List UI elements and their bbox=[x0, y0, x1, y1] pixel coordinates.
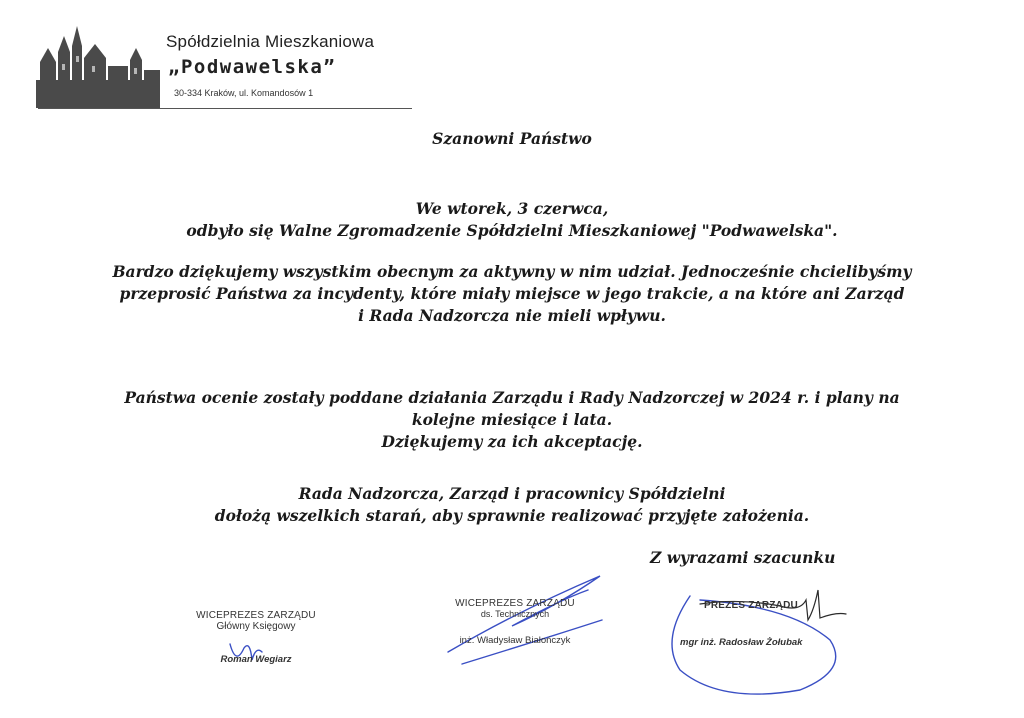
organization-subname: „Podwawelska” bbox=[168, 56, 337, 78]
paragraph-commitment bbox=[0, 483, 1024, 527]
paragraph-line: kolejne miesiące i lata. bbox=[411, 410, 613, 429]
signature-subtitle: ds. Technicznych bbox=[480, 609, 550, 619]
signature-name: Roman Wegiarz bbox=[220, 654, 292, 665]
signature-subtitle: Główny Księgowy bbox=[216, 621, 296, 632]
paragraph-line: i Rada Nadzorcza nie mieli wpływu. bbox=[358, 306, 666, 325]
paragraph-thanks bbox=[60, 261, 964, 327]
signature-name: mgr inż. Radosław Żołubak bbox=[680, 637, 803, 648]
signature-vice-president-accounting bbox=[184, 610, 328, 665]
signature-title: WICEPREZES ZARZĄDU bbox=[196, 610, 316, 621]
signature-title: PREZES ZARZĄDU bbox=[704, 600, 798, 611]
letter-closing: Z wyrazami szacunku bbox=[650, 548, 836, 567]
signature-title: WICEPREZES ZARZĄDU bbox=[455, 598, 575, 609]
paragraph-line: Państwa ocenie zostały poddane działania Zarządu i Rady Nadzorczej w 2024 r. i plany na bbox=[124, 388, 900, 407]
organization-address: 30-334 Kraków, ul. Komandosów 1 bbox=[174, 88, 314, 98]
paragraph-line: Rada Nadzorcza, Zarząd i pracownicy Spółdzielni bbox=[298, 484, 726, 503]
paragraph-meeting bbox=[0, 198, 1024, 242]
organization-name: Spółdzielnia Mieszkaniowa bbox=[166, 32, 375, 51]
wawel-castle-logo-icon bbox=[34, 22, 164, 108]
paragraph-line: odbyło się Walne Zgromadzenie Spółdzielni Mieszkaniowej "Podwawelska". bbox=[186, 221, 838, 240]
paragraph-line: Dziękujemy za ich akceptację. bbox=[381, 432, 643, 451]
letterhead bbox=[34, 22, 414, 114]
paragraph-line: Bardzo dziękujemy wszystkim obecnym za aktywny w nim udział. Jednocześnie chcielibyśmy bbox=[112, 262, 912, 281]
signature-vice-president-technical bbox=[440, 598, 590, 646]
letter-greeting: Szanowni Państwo bbox=[432, 129, 592, 148]
paragraph-line: dołożą wszelkich starań, aby sprawnie realizować przyjęte założenia. bbox=[214, 506, 810, 525]
paragraph-line: We wtorek, 3 czerwca, bbox=[415, 199, 609, 218]
signature-president bbox=[668, 600, 858, 648]
paragraph-line: przeprosić Państwa za incydenty, które miały miejsce w jego trakcie, a na które ani Zarząd bbox=[119, 284, 905, 303]
signature-name: inż. Władysław Białończyk bbox=[459, 635, 571, 646]
paragraph-evaluation bbox=[70, 387, 954, 453]
letterhead-divider bbox=[38, 108, 412, 109]
